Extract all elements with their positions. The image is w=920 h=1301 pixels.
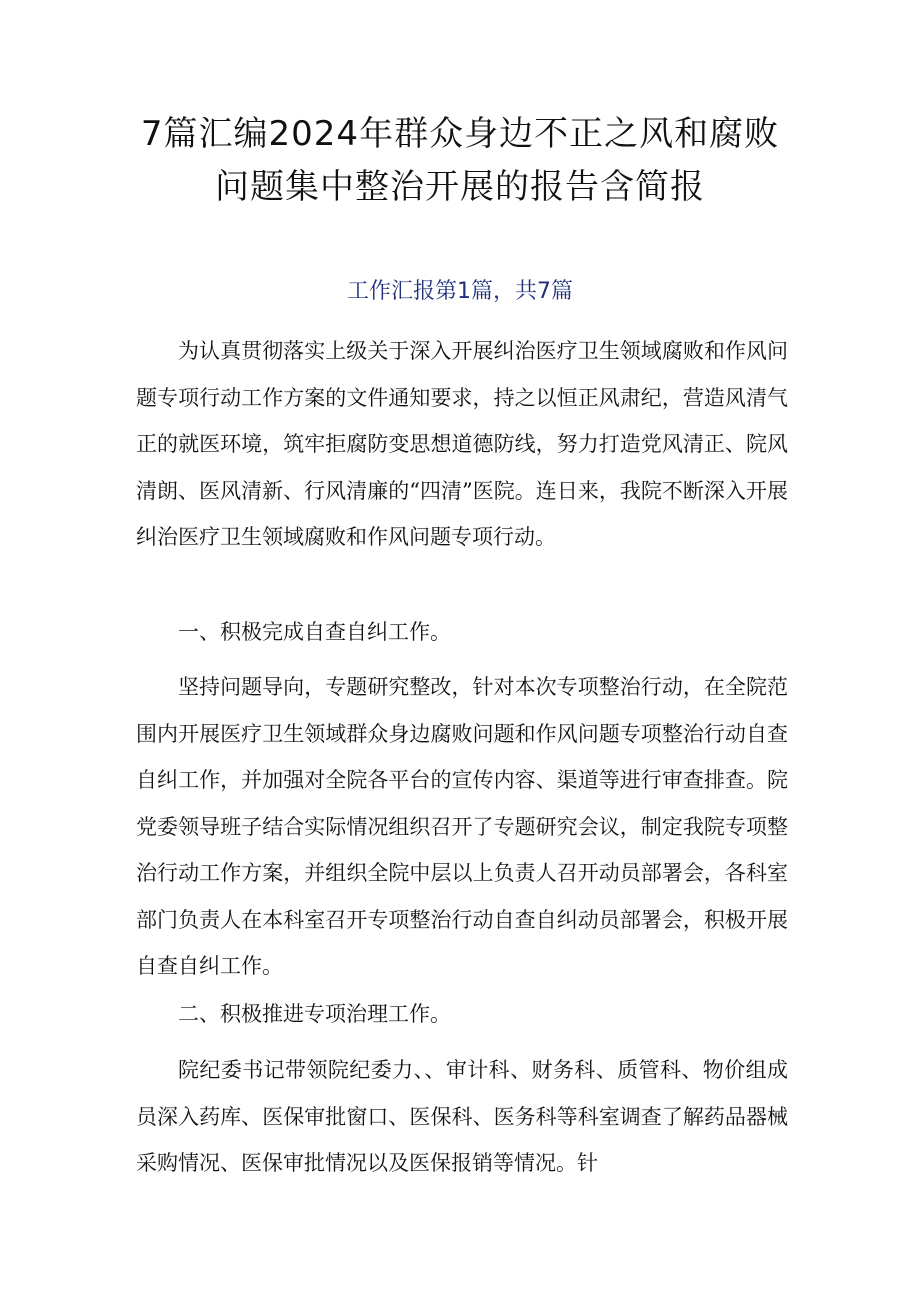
document-title-line-2: 问题集中整治开展的报告含简报 [215, 167, 705, 207]
section-1-paragraph: 坚持问题导向，专题研究整改，针对本次专项整治行动，在全院范围内开展医疗卫生领域群众身边腐败问题和作风问题专项整治行动自查自纠工作，并加强对全院各平台的宣传内容、渠道等进行审查排查。院党委领导班子结合实际情况组织召开了专题研究会议，制定我院专项整治行动工作方案，并组织全院中层以上负责人召开动员部署会，各科室部门负责人在本科室召开专项整治行动自查自纠动员部署会，积极开展自查自纠工作。 [136, 675, 788, 978]
section-heading-2: 二、积极推进专项治理工作。 [178, 1002, 451, 1026]
intro-paragraph: 为认真贯彻落实上级关于深入开展纠治医疗卫生领域腐败和作风问题专项行动工作方案的文件通知要求，持之以恒正风肃纪，营造风清气正的就医环境，筑牢拒腐防变思想道德防线，努力打造党风清正、院风清朗、医风清新、行风清廉的“四清”医院。连日来，我院不断深入开展纠治医疗卫生领域腐败和作风问题专项行动。 [136, 339, 788, 549]
section-2-paragraph: 院纪委书记带领院纪委力、、审计科、财务科、质管科、物价组成员深入药库、医保审批窗口、医保科、医务科等科室调查了解药品器械采购情况、医保审批情况以及医保报销等情况。针 [136, 1058, 788, 1175]
document-title-line-1: 7篇汇编2024年群众身边不正之风和腐败 [140, 114, 780, 154]
document-title [60, 108, 860, 214]
section-heading-1: 一、积极完成自查自纠工作。 [178, 620, 451, 644]
report-sub-heading: 工作汇报第1篇，共7篇 [347, 279, 573, 304]
